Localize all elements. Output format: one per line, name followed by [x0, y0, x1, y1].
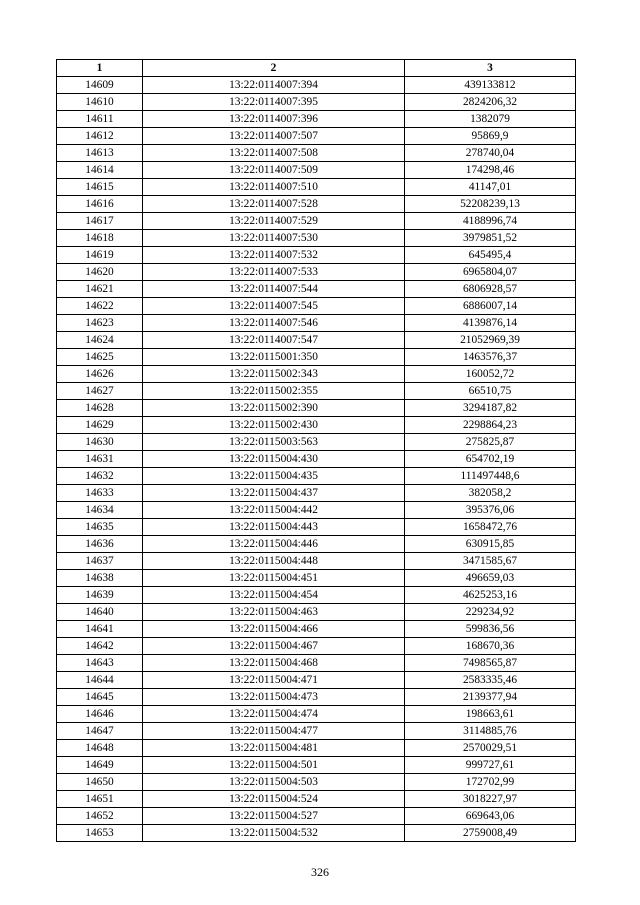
- cadastral-number-cell: 13:22:0114007:533: [143, 264, 405, 281]
- cadastral-number-cell: 13:22:0115002:390: [143, 400, 405, 417]
- row-number-cell: 14615: [57, 179, 143, 196]
- table-row: [57, 434, 576, 451]
- column-header-3: 3: [405, 60, 576, 77]
- row-number-cell: 14614: [57, 162, 143, 179]
- table-row: [57, 791, 576, 808]
- value-cell: 3471585,67: [405, 553, 576, 570]
- row-number-cell: 14649: [57, 757, 143, 774]
- value-cell: 95869,9: [405, 128, 576, 145]
- table-row: [57, 315, 576, 332]
- cadastral-number-cell: 13:22:0115004:473: [143, 689, 405, 706]
- row-number-cell: 14622: [57, 298, 143, 315]
- value-cell: 7498565,87: [405, 655, 576, 672]
- cadastral-number-cell: 13:22:0115004:524: [143, 791, 405, 808]
- value-cell: 6965804,07: [405, 264, 576, 281]
- cadastral-number-cell: 13:22:0115004:468: [143, 655, 405, 672]
- table-row: [57, 213, 576, 230]
- row-number-cell: 14648: [57, 740, 143, 757]
- table-row: [57, 264, 576, 281]
- value-cell: 439133812: [405, 77, 576, 94]
- row-number-cell: 14620: [57, 264, 143, 281]
- value-cell: 2824206,32: [405, 94, 576, 111]
- table-row: [57, 128, 576, 145]
- row-number-cell: 14623: [57, 315, 143, 332]
- cadastral-number-cell: 13:22:0115004:463: [143, 604, 405, 621]
- table-row: [57, 451, 576, 468]
- row-number-cell: 14626: [57, 366, 143, 383]
- row-number-cell: 14651: [57, 791, 143, 808]
- table-row: [57, 94, 576, 111]
- value-cell: 111497448,6: [405, 468, 576, 485]
- value-cell: 645495,4: [405, 247, 576, 264]
- cadastral-number-cell: 13:22:0115004:451: [143, 570, 405, 587]
- table-row: [57, 757, 576, 774]
- value-cell: 1463576,37: [405, 349, 576, 366]
- table-row: [57, 247, 576, 264]
- cadastral-number-cell: 13:22:0115004:454: [143, 587, 405, 604]
- value-cell: 999727,61: [405, 757, 576, 774]
- value-cell: 1382079: [405, 111, 576, 128]
- row-number-cell: 14634: [57, 502, 143, 519]
- row-number-cell: 14653: [57, 825, 143, 842]
- cadastral-number-cell: 13:22:0115004:467: [143, 638, 405, 655]
- value-cell: 4139876,14: [405, 315, 576, 332]
- table-row: [57, 349, 576, 366]
- value-cell: 229234,92: [405, 604, 576, 621]
- row-number-cell: 14639: [57, 587, 143, 604]
- cadastral-number-cell: 13:22:0115004:448: [143, 553, 405, 570]
- value-cell: 395376,06: [405, 502, 576, 519]
- table-row: [57, 77, 576, 94]
- value-cell: 1658472,76: [405, 519, 576, 536]
- value-cell: 669643,06: [405, 808, 576, 825]
- table-row: [57, 162, 576, 179]
- table-row: [57, 689, 576, 706]
- value-cell: 6806928,57: [405, 281, 576, 298]
- value-cell: 6886007,14: [405, 298, 576, 315]
- table-row: [57, 230, 576, 247]
- cadastral-number-cell: 13:22:0114007:394: [143, 77, 405, 94]
- cadastral-number-cell: 13:22:0115004:443: [143, 519, 405, 536]
- row-number-cell: 14641: [57, 621, 143, 638]
- row-number-cell: 14628: [57, 400, 143, 417]
- row-number-cell: 14613: [57, 145, 143, 162]
- row-number-cell: 14643: [57, 655, 143, 672]
- table-row: [57, 281, 576, 298]
- cadastral-number-cell: 13:22:0115004:430: [143, 451, 405, 468]
- table-row: [57, 825, 576, 842]
- value-cell: 496659,03: [405, 570, 576, 587]
- table-row: [57, 468, 576, 485]
- row-number-cell: 14609: [57, 77, 143, 94]
- row-number-cell: 14642: [57, 638, 143, 655]
- table-row: [57, 706, 576, 723]
- cadastral-number-cell: 13:22:0115004:446: [143, 536, 405, 553]
- cadastral-number-cell: 13:22:0115002:430: [143, 417, 405, 434]
- value-cell: 4188996,74: [405, 213, 576, 230]
- row-number-cell: 14631: [57, 451, 143, 468]
- row-number-cell: 14629: [57, 417, 143, 434]
- cadastral-number-cell: 13:22:0114007:530: [143, 230, 405, 247]
- cadastral-number-cell: 13:22:0114007:544: [143, 281, 405, 298]
- page-number: 326: [311, 865, 329, 879]
- row-number-cell: 14652: [57, 808, 143, 825]
- cadastral-number-cell: 13:22:0115004:477: [143, 723, 405, 740]
- value-cell: 160052,72: [405, 366, 576, 383]
- row-number-cell: 14635: [57, 519, 143, 536]
- row-number-cell: 14632: [57, 468, 143, 485]
- value-cell: 2759008,49: [405, 825, 576, 842]
- table-row: [57, 723, 576, 740]
- row-number-cell: 14612: [57, 128, 143, 145]
- table-row: [57, 196, 576, 213]
- cadastral-number-cell: 13:22:0114007:547: [143, 332, 405, 349]
- value-cell: 4625253,16: [405, 587, 576, 604]
- cadastral-number-cell: 13:22:0115004:527: [143, 808, 405, 825]
- value-cell: 382058,2: [405, 485, 576, 502]
- cadastral-number-cell: 13:22:0115004:435: [143, 468, 405, 485]
- row-number-cell: 14638: [57, 570, 143, 587]
- value-cell: 41147,01: [405, 179, 576, 196]
- value-cell: 630915,85: [405, 536, 576, 553]
- cadastral-number-cell: 13:22:0115004:503: [143, 774, 405, 791]
- value-cell: 3018227,97: [405, 791, 576, 808]
- table-row: [57, 587, 576, 604]
- row-number-cell: 14630: [57, 434, 143, 451]
- value-cell: 2570029,51: [405, 740, 576, 757]
- cadastral-number-cell: 13:22:0115004:532: [143, 825, 405, 842]
- column-header-2: 2: [143, 60, 405, 77]
- cadastral-value-table: [56, 59, 576, 842]
- cadastral-number-cell: 13:22:0115004:471: [143, 672, 405, 689]
- cadastral-number-cell: 13:22:0114007:507: [143, 128, 405, 145]
- row-number-cell: 14624: [57, 332, 143, 349]
- cadastral-number-cell: 13:22:0114007:532: [143, 247, 405, 264]
- row-number-cell: 14645: [57, 689, 143, 706]
- table-row: [57, 298, 576, 315]
- cadastral-number-cell: 13:22:0114007:529: [143, 213, 405, 230]
- table-row: [57, 774, 576, 791]
- table-row: [57, 111, 576, 128]
- table-row: [57, 740, 576, 757]
- value-cell: 198663,61: [405, 706, 576, 723]
- cadastral-number-cell: 13:22:0115004:437: [143, 485, 405, 502]
- value-cell: 3114885,76: [405, 723, 576, 740]
- table-row: [57, 536, 576, 553]
- value-cell: 2139377,94: [405, 689, 576, 706]
- value-cell: 3294187,82: [405, 400, 576, 417]
- value-cell: 2298864,23: [405, 417, 576, 434]
- row-number-cell: 14633: [57, 485, 143, 502]
- cadastral-number-cell: 13:22:0115004:474: [143, 706, 405, 723]
- cadastral-number-cell: 13:22:0115003:563: [143, 434, 405, 451]
- table-row: [57, 519, 576, 536]
- cadastral-number-cell: 13:22:0115004:481: [143, 740, 405, 757]
- cadastral-number-cell: 13:22:0115002:355: [143, 383, 405, 400]
- row-number-cell: 14616: [57, 196, 143, 213]
- row-number-cell: 14646: [57, 706, 143, 723]
- row-number-cell: 14637: [57, 553, 143, 570]
- table-row: [57, 604, 576, 621]
- value-cell: 3979851,52: [405, 230, 576, 247]
- row-number-cell: 14621: [57, 281, 143, 298]
- value-cell: 21052969,39: [405, 332, 576, 349]
- table-body: [57, 77, 576, 842]
- cadastral-number-cell: 13:22:0114007:509: [143, 162, 405, 179]
- row-number-cell: 14636: [57, 536, 143, 553]
- cadastral-number-cell: 13:22:0114007:508: [143, 145, 405, 162]
- cadastral-number-cell: 13:22:0114007:510: [143, 179, 405, 196]
- cadastral-number-cell: 13:22:0114007:545: [143, 298, 405, 315]
- table-row: [57, 332, 576, 349]
- cadastral-number-cell: 13:22:0115002:343: [143, 366, 405, 383]
- table-row: [57, 417, 576, 434]
- cadastral-number-cell: 13:22:0114007:395: [143, 94, 405, 111]
- row-number-cell: 14611: [57, 111, 143, 128]
- row-number-cell: 14619: [57, 247, 143, 264]
- table-row: [57, 638, 576, 655]
- row-number-cell: 14640: [57, 604, 143, 621]
- cadastral-number-cell: 13:22:0115001:350: [143, 349, 405, 366]
- value-cell: 654702,19: [405, 451, 576, 468]
- value-cell: 2583335,46: [405, 672, 576, 689]
- table-row: [57, 145, 576, 162]
- table-row: [57, 366, 576, 383]
- value-cell: 174298,46: [405, 162, 576, 179]
- table-row: [57, 179, 576, 196]
- row-number-cell: 14650: [57, 774, 143, 791]
- table-row: [57, 808, 576, 825]
- table-row: [57, 502, 576, 519]
- row-number-cell: 14610: [57, 94, 143, 111]
- row-number-cell: 14644: [57, 672, 143, 689]
- row-number-cell: 14617: [57, 213, 143, 230]
- table-row: [57, 570, 576, 587]
- table-row: [57, 553, 576, 570]
- value-cell: 275825,87: [405, 434, 576, 451]
- cadastral-number-cell: 13:22:0115004:442: [143, 502, 405, 519]
- table-row: [57, 672, 576, 689]
- cadastral-number-cell: 13:22:0114007:528: [143, 196, 405, 213]
- value-cell: 52208239,13: [405, 196, 576, 213]
- cadastral-number-cell: 13:22:0114007:396: [143, 111, 405, 128]
- cadastral-number-cell: 13:22:0115004:466: [143, 621, 405, 638]
- table-row: [57, 383, 576, 400]
- table-row: [57, 655, 576, 672]
- row-number-cell: 14618: [57, 230, 143, 247]
- value-cell: 278740,04: [405, 145, 576, 162]
- value-cell: 168670,36: [405, 638, 576, 655]
- row-number-cell: 14647: [57, 723, 143, 740]
- value-cell: 66510,75: [405, 383, 576, 400]
- row-number-cell: 14627: [57, 383, 143, 400]
- value-cell: 172702,99: [405, 774, 576, 791]
- cadastral-number-cell: 13:22:0114007:546: [143, 315, 405, 332]
- table-row: [57, 400, 576, 417]
- column-header-1: 1: [57, 60, 143, 77]
- value-cell: 599836,56: [405, 621, 576, 638]
- table-header-row: [57, 60, 576, 77]
- table-row: [57, 485, 576, 502]
- cadastral-number-cell: 13:22:0115004:501: [143, 757, 405, 774]
- table-row: [57, 621, 576, 638]
- row-number-cell: 14625: [57, 349, 143, 366]
